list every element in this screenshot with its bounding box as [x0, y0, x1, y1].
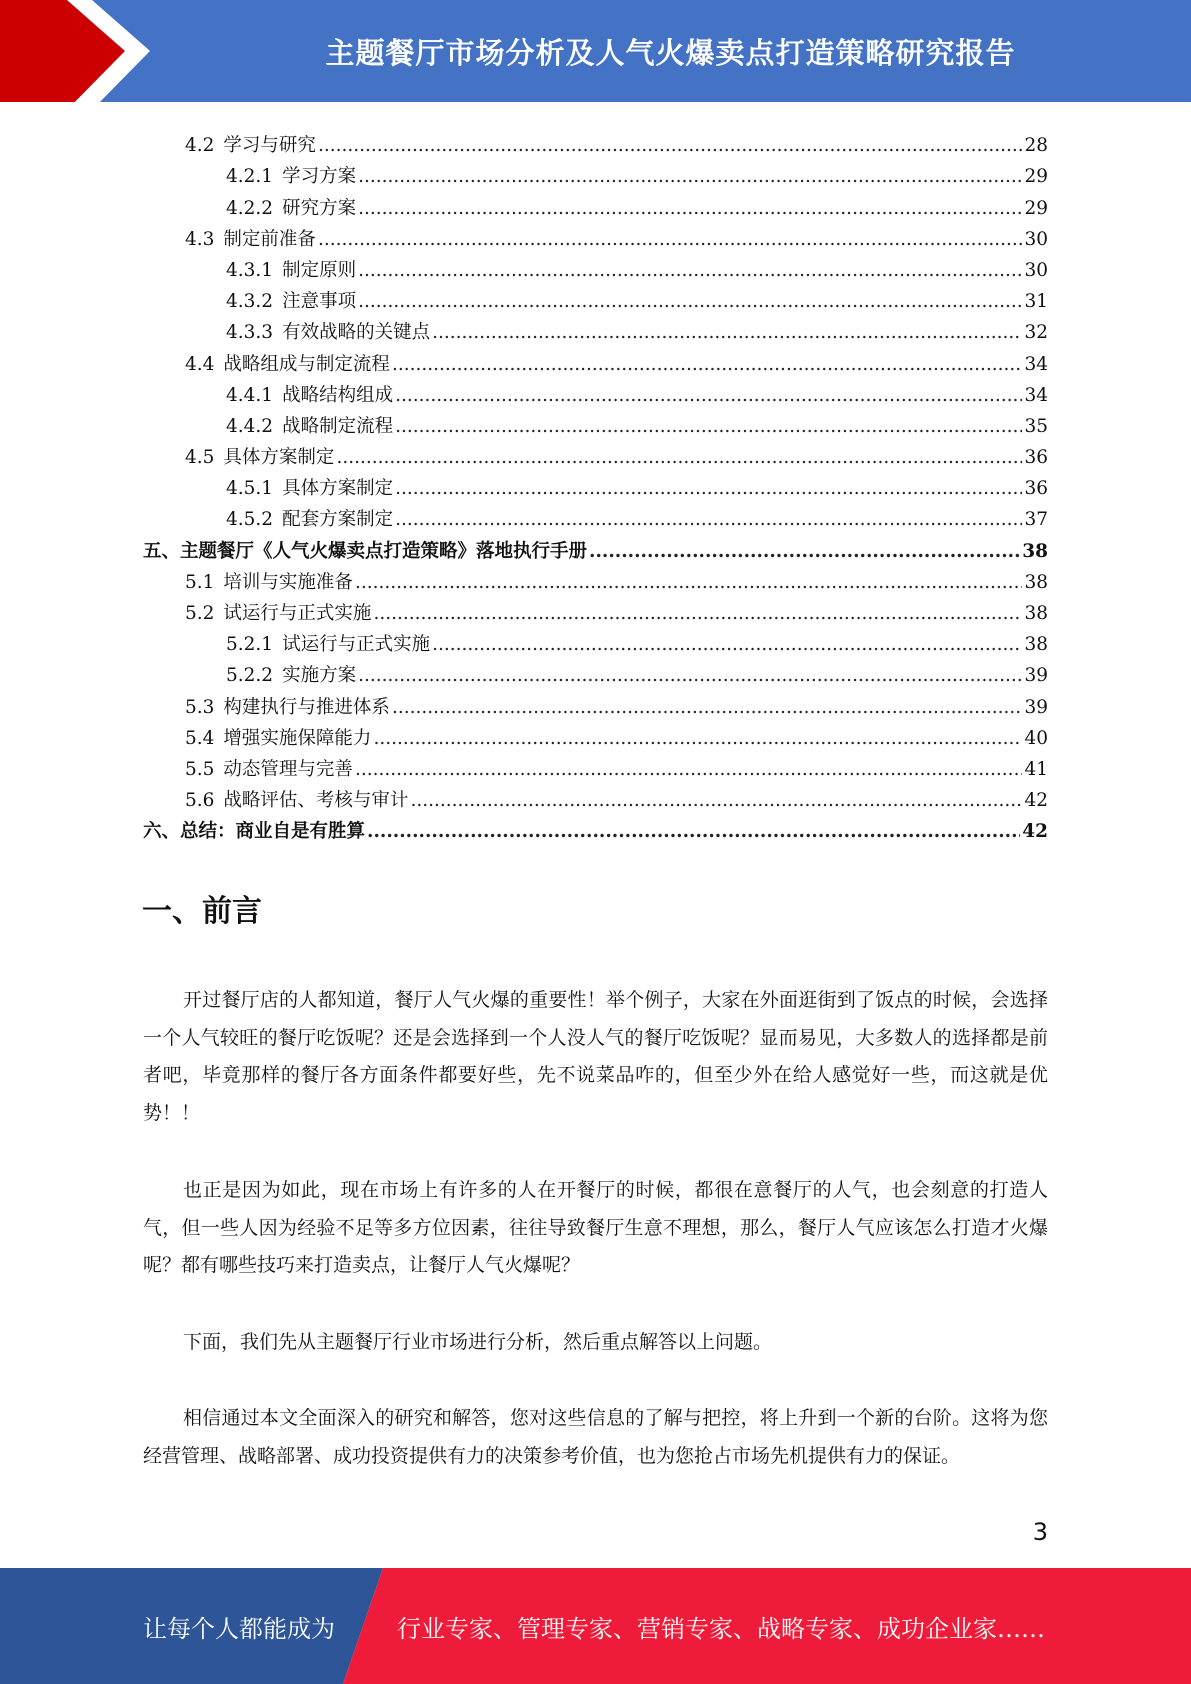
toc-entry-number: 5.2 [185, 603, 215, 624]
toc-entry-page: 32 [1024, 322, 1048, 344]
toc-entry-page: 38 [1022, 540, 1048, 562]
toc-entry-page: 29 [1024, 166, 1048, 188]
toc-entry[interactable] [143, 596, 1048, 627]
toc-entry-title: 增强实施保障能力 [223, 727, 372, 749]
toc-entry-title: 学习方案 [282, 166, 357, 188]
toc-entry-title: 试运行与正式实施 [223, 603, 372, 624]
toc-entry[interactable] [143, 689, 1048, 720]
toc-dot-leader [318, 227, 1023, 253]
toc-entry-title: 实施方案 [282, 665, 357, 687]
toc-entry-page: 38 [1024, 634, 1048, 656]
toc-entry[interactable] [143, 721, 1048, 752]
footer-slogan-right: 行业专家、管理专家、营销专家、战略专家、成功企业家…… [397, 1614, 1045, 1643]
toc-dot-leader [358, 164, 1022, 190]
toc-entry[interactable] [143, 533, 1048, 564]
toc-entry-number: 4.5.2 [226, 509, 274, 531]
toc-entry-title: 战略组成与制定流程 [223, 353, 390, 375]
toc-entry-page: 31 [1024, 291, 1048, 313]
toc-entry[interactable] [143, 315, 1048, 346]
paragraph-2: 也正是因为如此，现在市场上有许多的人在开餐厅的时候，都很在意餐厅的人气，也会刻意的打造人气，但一些人因为经验不足等多方位因素，往往导致餐厅生意不理想，那么，餐厅人气应该怎么打造才火爆呢？都有哪些技巧来打造卖点，让餐厅人气火爆呢？ [143, 1179, 1048, 1276]
toc-dot-leader [355, 570, 1023, 596]
toc-dot-leader [392, 695, 1023, 721]
toc-entry-number: 4.2.1 [226, 166, 274, 188]
toc-entry[interactable] [143, 440, 1048, 471]
toc-entry-title: 五、主题餐厅《人气火爆卖点打造策略》落地执行手册 [143, 540, 588, 562]
toc-entry-title: 制定原则 [282, 259, 357, 281]
toc-dot-leader [355, 757, 1023, 783]
toc-entry-title: 战略制定流程 [282, 415, 394, 437]
toc-dot-leader [367, 819, 1020, 845]
toc-dot-leader [358, 663, 1022, 689]
toc-entry-number: 4.3 [185, 228, 215, 250]
toc-dot-leader [589, 539, 1020, 565]
toc-entry-page: 28 [1024, 135, 1048, 157]
toc-entry[interactable] [143, 159, 1048, 190]
section-heading: 一、前言 [142, 894, 262, 929]
table-of-contents [143, 128, 1048, 845]
toc-entry-page: 34 [1024, 384, 1048, 406]
toc-entry-number: 4.4 [185, 353, 215, 375]
toc-entry-number: 4.4.2 [226, 415, 274, 437]
paragraph-1: 开过餐厅店的人都知道，餐厅人气火爆的重要性！举个例子，大家在外面逛街到了饭点的时候，会选择一个人气较旺的餐厅吃饭呢？还是会选择到一个人没人气的餐厅吃饭呢？显而易见，大多数人的选择都是前者吧，毕竟那样的餐厅各方面条件都要好些，先不说菜品咋的，但至少外在给人感觉好一些，而这就是优势！！ [143, 989, 1048, 1124]
toc-entry-page: 39 [1024, 665, 1048, 687]
toc-entry-page: 30 [1024, 259, 1048, 281]
toc-dot-leader [318, 133, 1023, 159]
toc-entry-page: 38 [1024, 571, 1048, 593]
toc-entry-number: 4.3.1 [226, 259, 274, 281]
paragraph-4: 相信通过本文全面深入的研究和解答，您对这些信息的了解与把控，将上升到一个新的台阶。这将为您经营管理、战略部署、成功投资提供有力的决策参考价值，也为您抢占市场先机提供有力的保证。 [143, 1407, 1048, 1467]
toc-entry-page: 38 [1024, 603, 1048, 624]
toc-dot-leader [373, 726, 1022, 752]
toc-entry[interactable] [143, 378, 1048, 409]
toc-dot-leader [395, 414, 1022, 440]
page-number: 3 [1032, 1518, 1048, 1546]
toc-entry-page: 29 [1024, 197, 1048, 219]
toc-entry-title: 注意事项 [282, 291, 357, 313]
toc-dot-leader [358, 196, 1022, 222]
toc-entry-number: 4.2 [185, 135, 215, 157]
toc-entry-number: 4.3.2 [226, 291, 274, 313]
toc-entry-title: 有效战略的关键点 [282, 322, 431, 344]
toc-entry-title: 配套方案制定 [282, 509, 394, 531]
toc-entry[interactable] [143, 783, 1048, 814]
toc-entry-page: 36 [1024, 447, 1048, 469]
toc-entry[interactable] [143, 471, 1048, 502]
toc-entry[interactable] [143, 752, 1048, 783]
toc-entry[interactable] [143, 502, 1048, 533]
toc-entry-number: 4.3.3 [226, 322, 274, 344]
toc-entry-title: 制定前准备 [223, 228, 316, 250]
toc-dot-leader [392, 352, 1023, 378]
toc-dot-leader [432, 632, 1022, 658]
toc-entry-number: 5.2.2 [226, 665, 274, 687]
toc-entry-number: 4.4.1 [226, 384, 274, 406]
toc-entry-page: 35 [1024, 415, 1048, 437]
toc-entry-title: 具体方案制定 [223, 447, 335, 469]
toc-entry[interactable] [143, 128, 1048, 159]
toc-entry-page: 41 [1024, 758, 1048, 780]
toc-entry-number: 4.5 [185, 447, 215, 469]
toc-entry[interactable] [143, 627, 1048, 658]
toc-entry[interactable] [143, 346, 1048, 377]
toc-dot-leader [395, 476, 1022, 502]
toc-entry-title: 六、总结：商业自是有胜算 [143, 821, 366, 843]
toc-entry[interactable] [143, 658, 1048, 689]
toc-entry-page: 30 [1024, 228, 1048, 250]
footer-slogan-left: 让每个人都能成为 [143, 1614, 335, 1643]
toc-entry-number: 4.2.2 [226, 197, 274, 219]
toc-dot-leader [336, 445, 1022, 471]
toc-entry-number: 4.5.1 [226, 478, 274, 500]
toc-entry-title: 战略结构组成 [282, 384, 394, 406]
paragraph-3: 下面，我们先从主题餐厅行业市场进行分析，然后重点解答以上问题。 [183, 1331, 773, 1353]
toc-entry-page: 40 [1024, 727, 1048, 749]
toc-entry[interactable] [143, 284, 1048, 315]
toc-entry[interactable] [143, 814, 1048, 845]
toc-entry-title: 动态管理与完善 [223, 758, 353, 780]
header-bottom-gap [0, 102, 1191, 110]
toc-entry-number: 5.5 [185, 758, 215, 780]
toc-entry[interactable] [143, 222, 1048, 253]
toc-entry-number: 5.4 [185, 727, 215, 749]
toc-dot-leader [373, 601, 1022, 627]
toc-entry-title: 构建执行与推进体系 [223, 696, 390, 718]
toc-entry-title: 研究方案 [282, 197, 357, 219]
toc-entry-title: 培训与实施准备 [223, 571, 353, 593]
toc-entry-page: 36 [1024, 478, 1048, 500]
toc-entry-page: 39 [1024, 696, 1048, 718]
toc-dot-leader [358, 258, 1022, 284]
toc-entry-number: 5.6 [185, 790, 215, 812]
toc-entry-title: 学习与研究 [223, 135, 316, 157]
toc-entry-title: 试运行与正式实施 [282, 634, 431, 656]
toc-dot-leader [432, 320, 1022, 346]
toc-entry[interactable] [143, 409, 1048, 440]
report-title: 主题餐厅市场分析及人气火爆卖点打造策略研究报告 [325, 35, 1016, 70]
toc-dot-leader [410, 788, 1022, 814]
toc-entry[interactable] [143, 565, 1048, 596]
toc-entry-number: 5.2.1 [226, 634, 274, 656]
toc-entry[interactable] [143, 253, 1048, 284]
toc-entry-page: 42 [1022, 821, 1048, 843]
page-footer [0, 1568, 1191, 1684]
toc-dot-leader [358, 289, 1022, 315]
page-header [0, 0, 1191, 110]
toc-entry-page: 34 [1024, 353, 1048, 375]
toc-entry-number: 5.3 [185, 696, 215, 718]
toc-entry[interactable] [143, 190, 1048, 221]
toc-dot-leader [395, 507, 1022, 533]
toc-entry-title: 战略评估、考核与审计 [223, 790, 409, 812]
toc-entry-page: 42 [1024, 790, 1048, 812]
toc-entry-number: 5.1 [185, 571, 215, 593]
toc-dot-leader [395, 383, 1022, 409]
toc-entry-title: 具体方案制定 [282, 478, 394, 500]
toc-entry-page: 37 [1024, 509, 1048, 531]
